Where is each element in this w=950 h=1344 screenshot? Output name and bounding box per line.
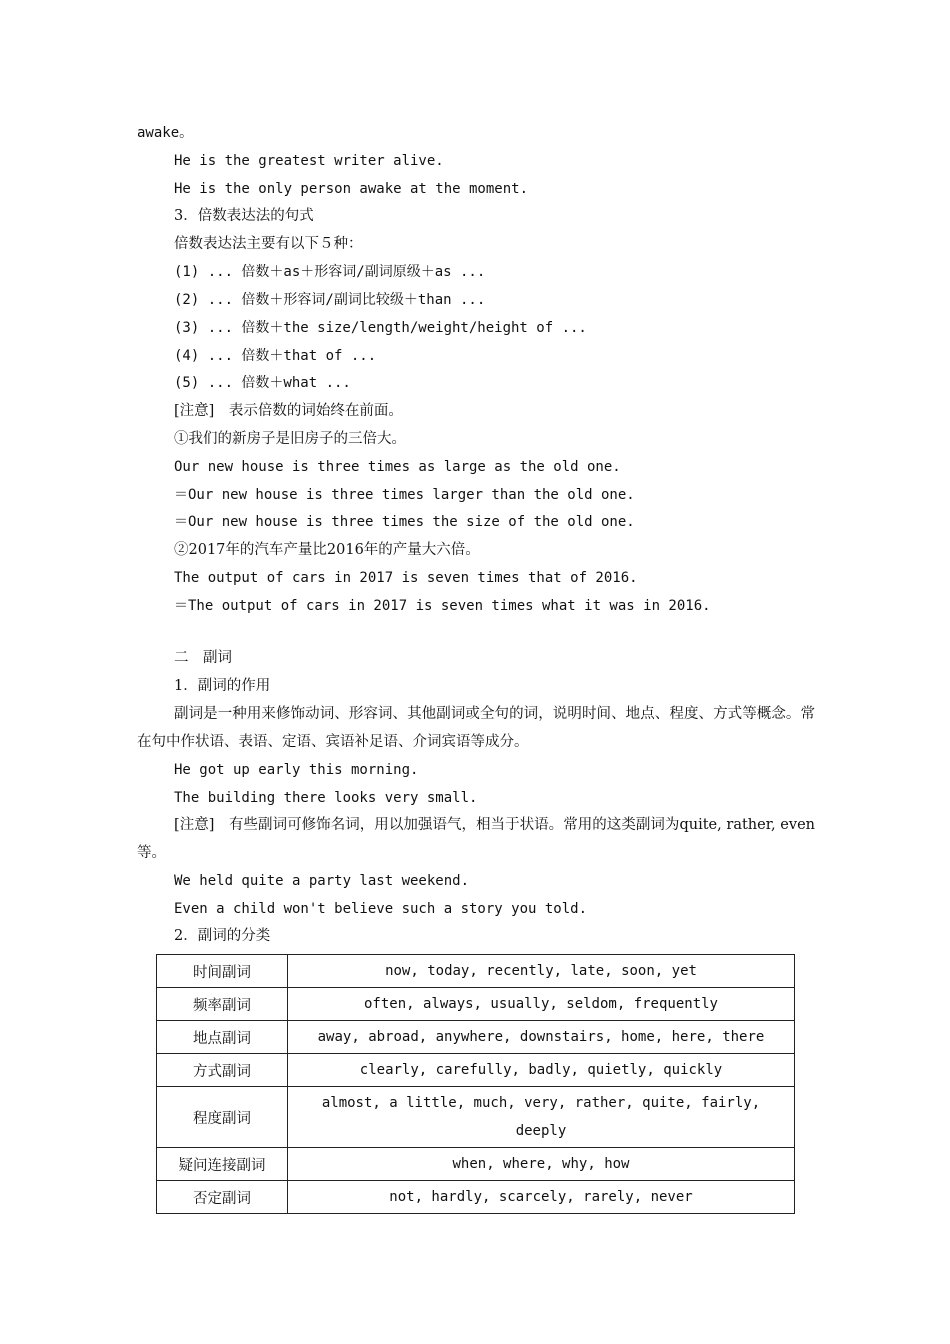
paragraph-adverb-definition: 副词是一种用来修饰动词、形容词、其他副词或全句的词，说明时间、地点、程度、方式等概念。常在句中作状语、表语、定语、宾语补足语、介词宾语等成分。 — [137, 706, 815, 750]
adverb-examples-cell: often, always, usually, seldom, frequently — [288, 988, 795, 1021]
example-sentence: Even a child won't believe such a story you told. — [174, 901, 588, 917]
section-heading-adverbs: 二 副词 — [174, 650, 232, 666]
text-line: Our new house is three times as large as the old one. — [174, 459, 621, 475]
adverb-type-cell: 频率副词 — [157, 988, 288, 1021]
table-row — [157, 1021, 795, 1054]
text-line: ①我们的新房子是旧房子的三倍大。 — [174, 431, 406, 447]
example-sentence: The building there looks very small. — [174, 790, 478, 806]
text-line: (2) ... 倍数＋形容词/副词比较级＋than ... — [174, 292, 486, 308]
table-row — [157, 988, 795, 1021]
text-line: The output of cars in 2017 is seven times that of 2016. — [174, 570, 638, 586]
adverb-type-cell: 地点副词 — [157, 1021, 288, 1054]
text-line: [注意] 表示倍数的词始终在前面。 — [174, 403, 403, 419]
paragraph-note: [注意] 有些副词可修饰名词，用以加强语气，相当于状语。常用的这类副词为quite, rather, even等。 — [137, 817, 815, 861]
text-line: (4) ... 倍数＋that of ... — [174, 348, 377, 364]
text-line: He is the only person awake at the moment. — [174, 181, 529, 197]
text-line: 3．倍数表达法的句式 — [174, 208, 314, 224]
table-row — [157, 1054, 795, 1087]
table-row — [157, 1148, 795, 1181]
adverb-type-cell: 方式副词 — [157, 1054, 288, 1087]
example-sentence: We held quite a party last weekend. — [174, 873, 470, 889]
subheading-adverb-classification: 2．副词的分类 — [174, 928, 271, 944]
table-row — [157, 1181, 795, 1214]
text-line: ②2017年的汽车产量比2016年的产量大六倍。 — [174, 542, 480, 558]
adverb-type-cell: 否定副词 — [157, 1181, 288, 1214]
adverb-type-cell: 程度副词 — [157, 1087, 288, 1148]
text-line: ＝The output of cars in 2017 is seven times what it was in 2016. — [174, 598, 711, 614]
text-line: ＝Our new house is three times larger than the old one. — [174, 487, 635, 503]
text-line: (5) ... 倍数＋what ... — [174, 375, 351, 391]
adverb-examples-cell: clearly, carefully, badly, quietly, quickly — [288, 1054, 795, 1087]
adverb-examples-cell: away, abroad, anywhere, downstairs, home, here, there — [288, 1021, 795, 1054]
table-row — [157, 955, 795, 988]
text-line: (3) ... 倍数＋the size/length/weight/height of ... — [174, 320, 587, 336]
example-sentence: He got up early this morning. — [174, 762, 419, 778]
subheading-adverb-function: 1．副词的作用 — [174, 678, 271, 694]
adverb-examples-cell: when, where, why, how — [288, 1148, 795, 1181]
text-line: 倍数表达法主要有以下５种： — [174, 236, 363, 252]
text-line: He is the greatest writer alive. — [174, 153, 444, 169]
adverb-examples-cell: now, today, recently, late, soon, yet — [288, 955, 795, 988]
text-line: (1) ... 倍数＋as＋形容词/副词原级＋as ... — [174, 264, 486, 280]
adverb-examples-cell: almost, a little, much, very, rather, quite, fairly, deeply — [288, 1087, 795, 1148]
adverb-examples-cell: not, hardly, scarcely, rarely, never — [288, 1181, 795, 1214]
adverb-classification-table — [156, 954, 795, 1214]
text-line: awake。 — [137, 125, 194, 141]
adverb-type-cell: 疑问连接副词 — [157, 1148, 288, 1181]
table-row — [157, 1087, 795, 1148]
text-line: ＝Our new house is three times the size of the old one. — [174, 514, 635, 530]
adverb-type-cell: 时间副词 — [157, 955, 288, 988]
